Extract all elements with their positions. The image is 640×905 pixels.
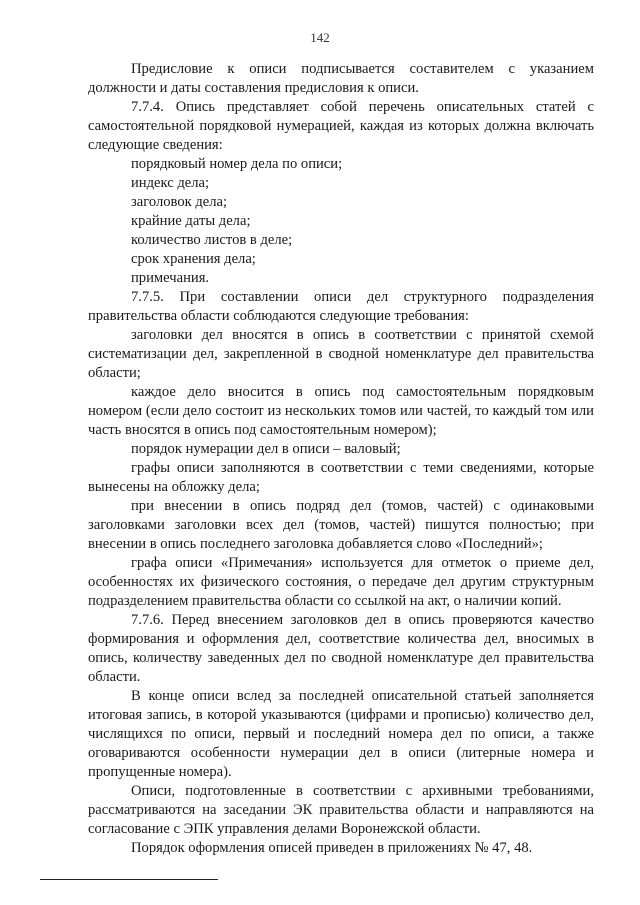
paragraph: В конце описи вслед за последней описательной статьей заполняется итоговая запись, в которой указываются (цифрами и прописью) количество дел, числящихся по описи, первый и последний номера дел по описи, а также оговариваются особенности нумерации дел в описи (литерные номера и пропущенные номера). <box>88 688 594 780</box>
list-item: крайние даты дела; <box>131 213 251 229</box>
list-item: количество листов в деле; <box>131 232 293 248</box>
paragraph: Предисловие к описи подписывается составителем с указанием должности и даты составления предисловия к описи. <box>88 61 594 96</box>
list-item: порядковый номер дела по описи; <box>131 156 343 172</box>
paragraph: графы описи заполняются в соответствии с теми сведениями, которые вынесены на обложку дела; <box>88 460 594 495</box>
page-number: 142 <box>310 30 330 45</box>
paragraph: заголовки дел вносятся в опись в соответствии с принятой схемой систематизации дел, закрепленной в сводной номенклатуре дел правительства области; <box>88 327 594 381</box>
paragraph: Описи, подготовленные в соответствии с архивными требованиями, рассматриваются на заседании ЭК правительства области и направляются на согласование с ЭПК управления делами Воронежской области. <box>88 783 594 837</box>
document-body <box>88 60 594 858</box>
paragraph: каждое дело вносится в опись под самостоятельным порядковым номером (если дело состоит из нескольких томов или частей, то каждый том или часть вносятся в опись под самостоятельным номером); <box>88 384 594 438</box>
paragraph: порядок нумерации дел в описи – валовый; <box>131 441 401 457</box>
list-item: индекс дела; <box>131 175 210 191</box>
paragraph: графа описи «Примечания» используется для отметок о приеме дел, особенностях их физического состояния, о передаче дел другим структурным подразделением правительства области со ссылкой на акт, о наличии копий. <box>88 555 594 609</box>
paragraph: 7.7.6. Перед внесением заголовков дел в опись проверяются качество формирования и оформления дел, соответствие количества дел, вносимых в опись, количеству заведенных дел по сводной номенклатуре дел правительства области. <box>88 612 594 685</box>
list-item: примечания. <box>131 270 210 286</box>
paragraph: при внесении в опись подряд дел (томов, частей) с одинаковыми заголовками заголовки всех дел (томов, частей) пишутся полностью; при внесении в опись последнего заголовка добавляется слово «Последний»; <box>88 498 594 552</box>
paragraph: 7.7.5. При составлении описи дел структурного подразделения правительства области соблюдаются следующие требования: <box>88 289 594 324</box>
paragraph: 7.7.4. Опись представляет собой перечень описательных статей с самостоятельной порядковой нумерацией, каждая из которых должна включать следующие сведения: <box>88 99 594 153</box>
list-item: заголовок дела; <box>131 194 228 210</box>
list-item: срок хранения дела; <box>131 251 256 267</box>
footnote-separator <box>40 879 218 880</box>
paragraph: Порядок оформления описей приведен в приложениях № 47, 48. <box>131 840 533 856</box>
